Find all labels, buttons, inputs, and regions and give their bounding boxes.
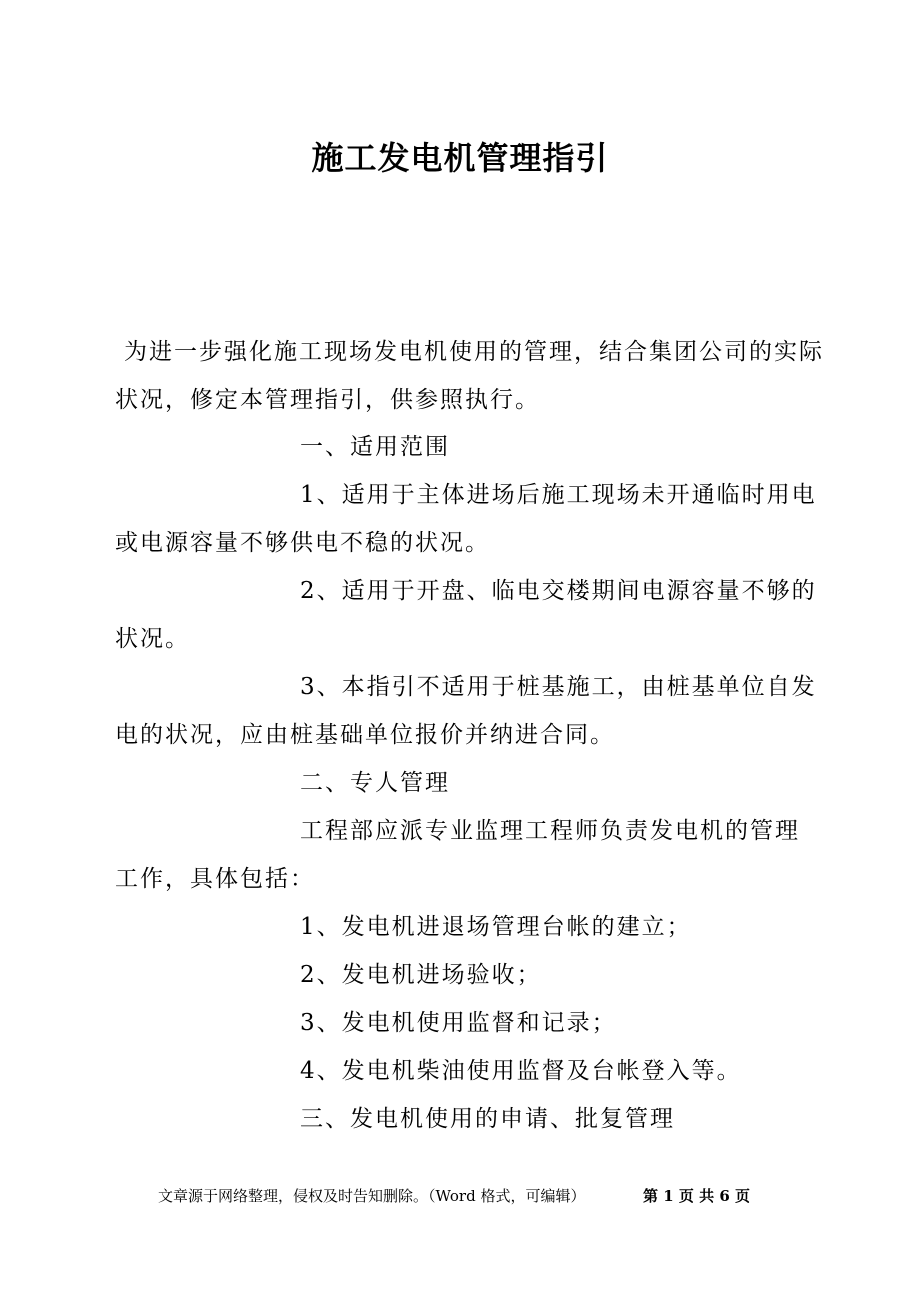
list-item: 3、发电机使用监督和记录； bbox=[300, 1010, 617, 1036]
list-item: 4、发电机柴油使用监督及台帐登入等。 bbox=[300, 1058, 742, 1084]
footer-page-info: 第 1 页 共 6 页 bbox=[643, 1187, 750, 1205]
document-title: 施工发电机管理指引 bbox=[311, 139, 609, 177]
paragraph-line: 状况，修定本管理指引，供参照执行。 bbox=[115, 387, 540, 413]
paragraph-line: 1、适用于主体进场后施工现场未开通临时用电 bbox=[300, 482, 817, 508]
paragraph-line: 3、本指引不适用于桩基施工，由桩基单位自发 bbox=[300, 674, 817, 700]
paragraph-line: 为进一步强化施工现场发电机使用的管理，结合集团公司的实际 bbox=[124, 339, 824, 365]
list-item: 1、发电机进退场管理台帐的建立； bbox=[300, 914, 692, 940]
paragraph-line: 电的状况，应由桩基础单位报价并纳进合同。 bbox=[115, 722, 615, 748]
paragraph-line: 状况。 bbox=[115, 626, 190, 652]
section-heading: 二、专人管理 bbox=[300, 770, 450, 796]
section-heading: 一、适用范围 bbox=[300, 434, 450, 460]
list-item: 2、发电机进场验收； bbox=[300, 962, 542, 988]
paragraph-line: 或电源容量不够供电不稳的状况。 bbox=[115, 530, 490, 556]
paragraph-line: 工作，具体包括： bbox=[115, 866, 315, 892]
footer-source-note: 文章源于网络整理，侵权及时告知删除。（Word 格式，可编辑） bbox=[158, 1187, 586, 1205]
paragraph-line: 工程部应派专业监理工程师负责发电机的管理 bbox=[300, 818, 800, 844]
paragraph-line: 2、适用于开盘、临电交楼期间电源容量不够的 bbox=[300, 578, 817, 604]
section-heading: 三、发电机使用的申请、批复管理 bbox=[300, 1106, 675, 1132]
